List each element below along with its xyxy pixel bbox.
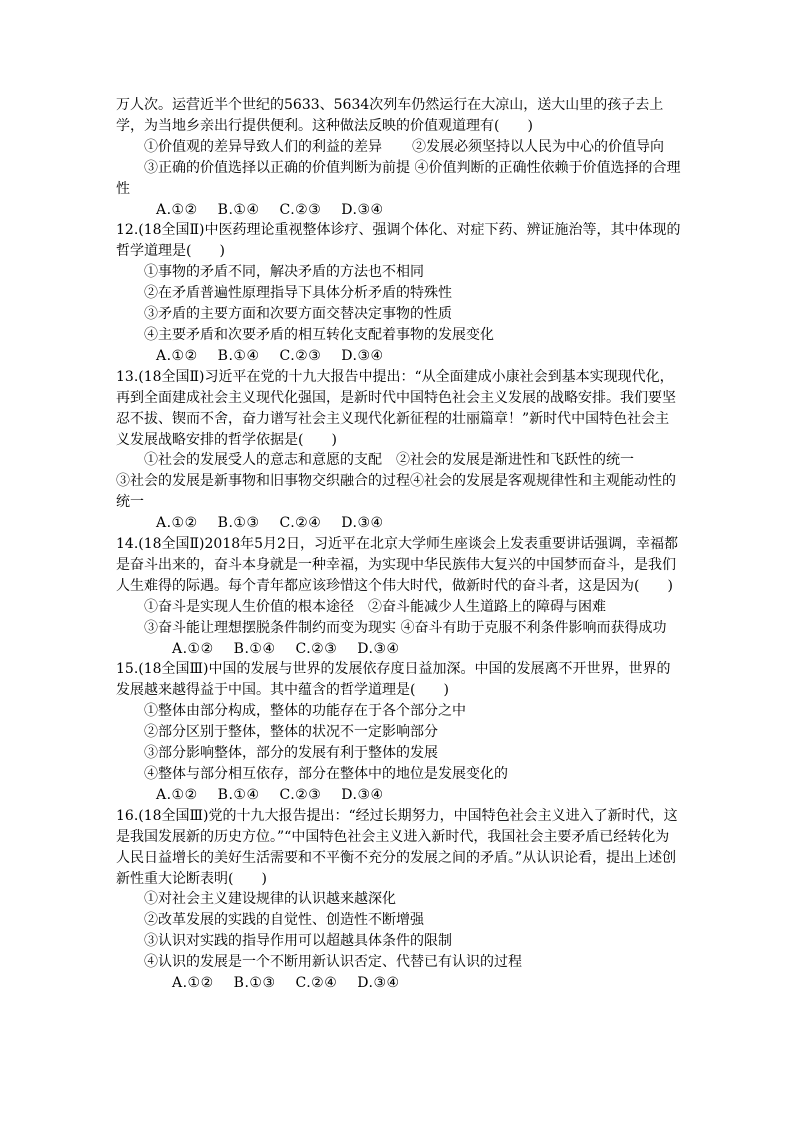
q11-statement-1-2 — [116, 137, 682, 158]
q15-s3: ③部分影响整体，部分的发展有利于整体的发展 — [144, 745, 438, 762]
q15-option-b: B.①④ — [217, 786, 260, 803]
q13-statement-3-4: ③社会的发展是新事物和旧事物交织融合的过程④社会的发展是客观规律性和主观能动性的统一 — [116, 473, 676, 511]
q11-s2: ②发展必须坚持以人民为中心的价值导向 — [412, 138, 664, 155]
q16-option-c: C.②④ — [295, 975, 338, 992]
q13-s1: ①社会的发展受人的意志和意愿的支配 — [144, 452, 382, 469]
q12-options — [116, 346, 682, 367]
q16-s2: ②改革发展的实践的自觉性、创造性不断增强 — [144, 912, 424, 929]
q16-option-a: A.①② — [172, 975, 214, 992]
q13-stem: 13.(18全国Ⅱ)习近平在党的十九大报告中提出：“从全面建成小康社会到基本实现现代化，再到全面建成社会主义现代化强国，是新时代中国特色社会主义发展的战略安排。我们要坚忍不拔、锲而不舍，奋力谱写社会主义现代化新征程的壮丽篇章！”新时代中国特色社会主义发展战略安排的哲学依据是( ) — [116, 368, 676, 448]
q14-options — [116, 639, 682, 660]
q11-options — [116, 200, 682, 221]
q13-option-d: D.③④ — [341, 515, 384, 532]
q13-option-b: B.①③ — [217, 515, 260, 532]
q16-s4: ④认识的发展是一个不断用新认识否定、代替已有认识的过程 — [144, 954, 522, 971]
q14-option-c: C.②③ — [295, 640, 338, 657]
q14-s1: ①奋斗是实现人生价值的根本途径 — [144, 598, 354, 615]
q16-s3: ③认识对实践的指导作用可以超越具体条件的限制 — [144, 933, 452, 950]
q14-option-a: A.①② — [172, 640, 214, 657]
q11-s4-head: ④价值判断的正确性依赖于价值选择的合理 — [414, 159, 681, 176]
q11-s4-tail: 性 — [116, 180, 130, 197]
q11-s3: ③正确的价值选择以正确的价值判断为前提 — [144, 159, 410, 176]
q12-option-b: B.①④ — [217, 347, 260, 364]
q16-s1: ①对社会主义建设规律的认识越来越深化 — [144, 891, 396, 908]
q11-stem: 万人次。运营近半个世纪的5633、5634次列车仍然运行在大凉山，送大山里的孩子去上学，为当地乡亲出行提供便利。这种做法反映的价值观道理有( ) — [116, 97, 664, 134]
q11-s1: ①价值观的差异导致人们的利益的差异 — [144, 138, 382, 155]
q12-s1: ①事物的矛盾不同，解决矛盾的方法也不相同 — [144, 264, 424, 281]
q15-options — [116, 785, 682, 806]
q15-option-d: D.③④ — [341, 786, 384, 803]
q13-statement-1-2 — [116, 450, 682, 471]
q12-option-d: D.③④ — [341, 347, 384, 364]
q14-stem: 14.(18全国Ⅱ)2018年5月2日，习近平在北京大学师生座谈会上发表重要讲话强调，幸福都是奋斗出来的，奋斗本身就是一种幸福，为实现中华民族伟大复兴的中国梦而奋斗，是我们人生难得的际遇。每个青年都应该珍惜这个伟大时代，做新时代的奋斗者，这是因为( ) — [116, 536, 678, 594]
q15-option-a: A.①② — [156, 786, 198, 803]
q14-statement-1-2 — [116, 597, 682, 618]
q12-s3: ③矛盾的主要方面和次要方面交替决定事物的性质 — [144, 306, 452, 323]
q11-statement-3-4 — [116, 158, 682, 179]
q16-options — [116, 973, 682, 994]
q12-option-a: A.①② — [156, 347, 198, 364]
q12-stem: 12.(18全国Ⅱ)中医药理论重视整体诊疗、强调个体化、对症下药、辨证施治等，其中体现的哲学道理是( ) — [116, 222, 681, 260]
q16-option-d: D.③④ — [357, 975, 400, 992]
q12-option-c: C.②③ — [279, 347, 322, 364]
q12-s4: ④主要矛盾和次要矛盾的相互转化支配着事物的发展变化 — [144, 326, 494, 343]
q16-stem: 16.(18全国Ⅲ)党的十九大报告提出：“经过长期努力，中国特色社会主义进入了新时代，这是我国发展新的历史方位。”“中国特色社会主义进入新时代，我国社会主要矛盾已经转化为人民日益增长的美好生活需要和不平衡不充分的发展之间的矛盾。”从认识论看，提出上述创新性重大论断表明( ) — [116, 807, 678, 887]
q11-option-c: C.②③ — [279, 201, 322, 218]
q12-s2: ②在矛盾普遍性原理指导下具体分析矛盾的特殊性 — [144, 285, 452, 302]
q14-statement-3-4 — [116, 618, 682, 639]
q13-options — [116, 513, 682, 534]
q14-s4: ④奋斗有助于克服不利条件影响而获得成功 — [400, 619, 667, 636]
q13-s2: ②社会的发展是渐进性和飞跃性的统一 — [396, 452, 634, 469]
document-page — [116, 95, 682, 994]
q15-s2: ②部分区别于整体，整体的状况不一定影响部分 — [144, 724, 438, 741]
q14-s3: ③奋斗能让理想摆脱条件制约而变为现实 — [144, 619, 396, 636]
q14-option-d: D.③④ — [357, 640, 400, 657]
q15-stem: 15.(18全国Ⅲ)中国的发展与世界的发展依存度日益加深。中国的发展离不开世界，世界的发展越来越得益于中国。其中蕴含的哲学道理是( ) — [116, 661, 671, 699]
q11-option-d: D.③④ — [341, 201, 384, 218]
q16-option-b: B.①③ — [233, 975, 276, 992]
q13-option-a: A.①② — [156, 515, 198, 532]
q15-s1: ①整体由部分构成，整体的功能存在于各个部分之中 — [144, 703, 466, 720]
q13-option-c: C.②④ — [279, 515, 322, 532]
q15-s4: ④整体与部分相互依存，部分在整体中的地位是发展变化的 — [144, 766, 508, 782]
q15-option-c: C.②③ — [279, 786, 322, 803]
q14-option-b: B.①④ — [233, 640, 276, 657]
q11-option-b: B.①④ — [217, 201, 260, 218]
q11-option-a: A.①② — [156, 201, 198, 218]
q14-s2: ②奋斗能减少人生道路上的障碍与困难 — [368, 598, 606, 615]
